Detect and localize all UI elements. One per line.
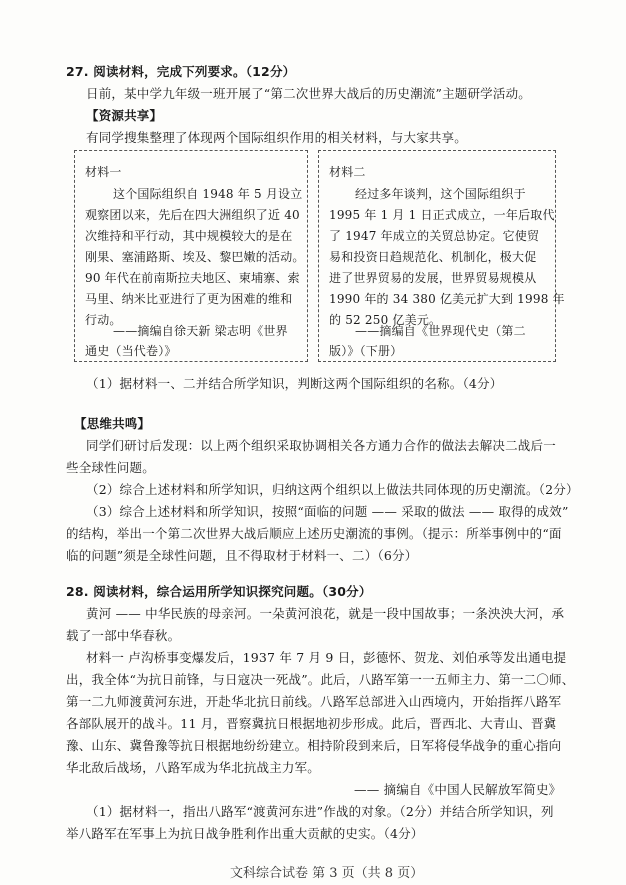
material1-line: 马里、纳米比亚进行了更为困难的维和 bbox=[85, 292, 293, 306]
q27-sub1: （1）据材料一、二并结合所学知识，判断这两个国际组织的名称。（4分） bbox=[86, 376, 503, 391]
material1-line: 次维持和平行动，其中规模较大的是在 bbox=[85, 229, 293, 243]
q28-material1-line: 华北敌后战场，八路军成为华北抗战主力军。 bbox=[66, 760, 321, 775]
material2-line: 经过多年谈判，这个国际组织于 bbox=[355, 187, 526, 201]
material2-box bbox=[318, 150, 565, 362]
q27-title: 27. 阅读材料，完成下列要求。（12分） bbox=[66, 64, 296, 79]
section-thinking: 【思维共鸣】 bbox=[74, 416, 151, 431]
material1-line: 这个国际组织自 1948 年 5 月设立 bbox=[113, 187, 303, 201]
q27-sub2: （2）综合上述材料和所学知识，归纳这两个组织以上做法共同体现的历史潮流。（2分） bbox=[86, 482, 579, 497]
q28-source: —— 摘编自《中国人民解放军简史》 bbox=[354, 782, 562, 797]
q28-material1-line: 材料一 卢沟桥事变爆发后，1937 年 7 月 9 日，彭德怀、贺龙、刘伯承等发出通电提 bbox=[86, 650, 567, 665]
q28-material1-line: 各部队展开的战斗。11 月，晋察冀抗日根据地初步形成。此后，晋西北、大青山、晋冀 bbox=[66, 716, 557, 731]
q28-title: 28. 阅读材料，综合运用所学知识探究问题。（30分） bbox=[66, 584, 372, 599]
q27-intro: 日前，某中学九年级一班开展了“第二次世界大战后的历史潮流”主题研学活动。 bbox=[86, 86, 531, 101]
resource-text: 有同学搜集整理了体现两个国际组织作用的相关材料，与大家共享。 bbox=[86, 130, 468, 145]
q28-sub1-line: （1）据材料一，指出八路军“渡黄河东进”作战的对象。（2分）并结合所学知识，列 bbox=[86, 804, 554, 819]
material1-line: 行动。 bbox=[85, 313, 122, 327]
thinking-line: 些全球性问题。 bbox=[66, 460, 155, 475]
q28-intro-line: 载了一部中华春秋。 bbox=[66, 628, 181, 643]
thinking-line: 同学们研讨后发现：以上两个组织采取协调相关各方通力合作的做法去解决二战后一 bbox=[86, 438, 556, 453]
material1-line: 90 年代在前南斯拉夫地区、柬埔寨、索 bbox=[85, 271, 300, 285]
material2-line: 易和投资日趋规范化、机制化，极大促 bbox=[329, 250, 537, 264]
material2-line: 1995 年 1 月 1 日正式成立，一年后取代 bbox=[329, 208, 555, 222]
page-footer: 文科综合试卷 第 3 页（共 8 页） bbox=[230, 866, 424, 881]
material2-line: 了 1947 年成立的关贸总协定。它使贸 bbox=[329, 229, 540, 243]
q28-sub1-line: 举八路军在军事上为抗日战争胜利作出重大贡献的史实。（4分） bbox=[66, 826, 424, 841]
q27-sub3-line: 临的问题”须是全球性问题，且不得取材于材料一、二）（6分） bbox=[66, 548, 418, 563]
q28-intro-line: 黄河 —— 中华民族的母亲河。一朵黄河浪花，就是一段中国故事；一条泱泱大河，承 bbox=[86, 606, 565, 621]
material1-source: ——摘编自徐天新 梁志明《世界 bbox=[113, 324, 288, 338]
q28-material1-line: 第一二九师渡黄河东进，开赴华北抗日前线。八路军总部进入山西境内，开始指挥八路军 bbox=[66, 694, 562, 709]
q27-sub3-line: （3）综合上述材料和所学知识，按照“面临的问题 —— 采取的做法 —— 取得的成效” bbox=[86, 504, 569, 519]
material1-line: 观察团以来，先后在四大洲组织了近 40 bbox=[85, 208, 300, 222]
material1-box bbox=[74, 150, 308, 362]
material1-label: 材料一 bbox=[85, 165, 122, 179]
material2-line: 的 52 250 亿美元。 bbox=[329, 313, 442, 327]
q28-material1-line: 出，我全体“为抗日前锋，与日寇决一死战”。此后，八路军第一一五师主力、第一二〇师、 bbox=[66, 672, 575, 687]
section-resource-sharing: 【资源共享】 bbox=[86, 108, 163, 123]
material1-line: 刚果、塞浦路斯、埃及、黎巴嫩的活动。 bbox=[85, 250, 305, 264]
q28-material1-line: 豫、山东、冀鲁豫等抗日根据地纷纷建立。相持阶段到来后，日军将侵华战争的重心指向 bbox=[66, 738, 562, 753]
material2-line: 进了世界贸易的发展，世界贸易规模从 bbox=[329, 271, 537, 285]
q27-sub3-line: 的结构，举出一个第二次世界大战后顺应上述历史潮流的事例。（提示：所举事例中的“面 bbox=[66, 526, 562, 541]
material2-label: 材料二 bbox=[329, 165, 366, 179]
material2-source: 版）》（下册） bbox=[329, 344, 403, 358]
material1-source: 通史（当代卷）》 bbox=[85, 344, 177, 358]
material2-source: ——摘编自《世界现代史（第二 bbox=[355, 324, 526, 338]
material2-line: 1990 年的 34 380 亿美元扩大到 1998 年 bbox=[329, 292, 565, 306]
